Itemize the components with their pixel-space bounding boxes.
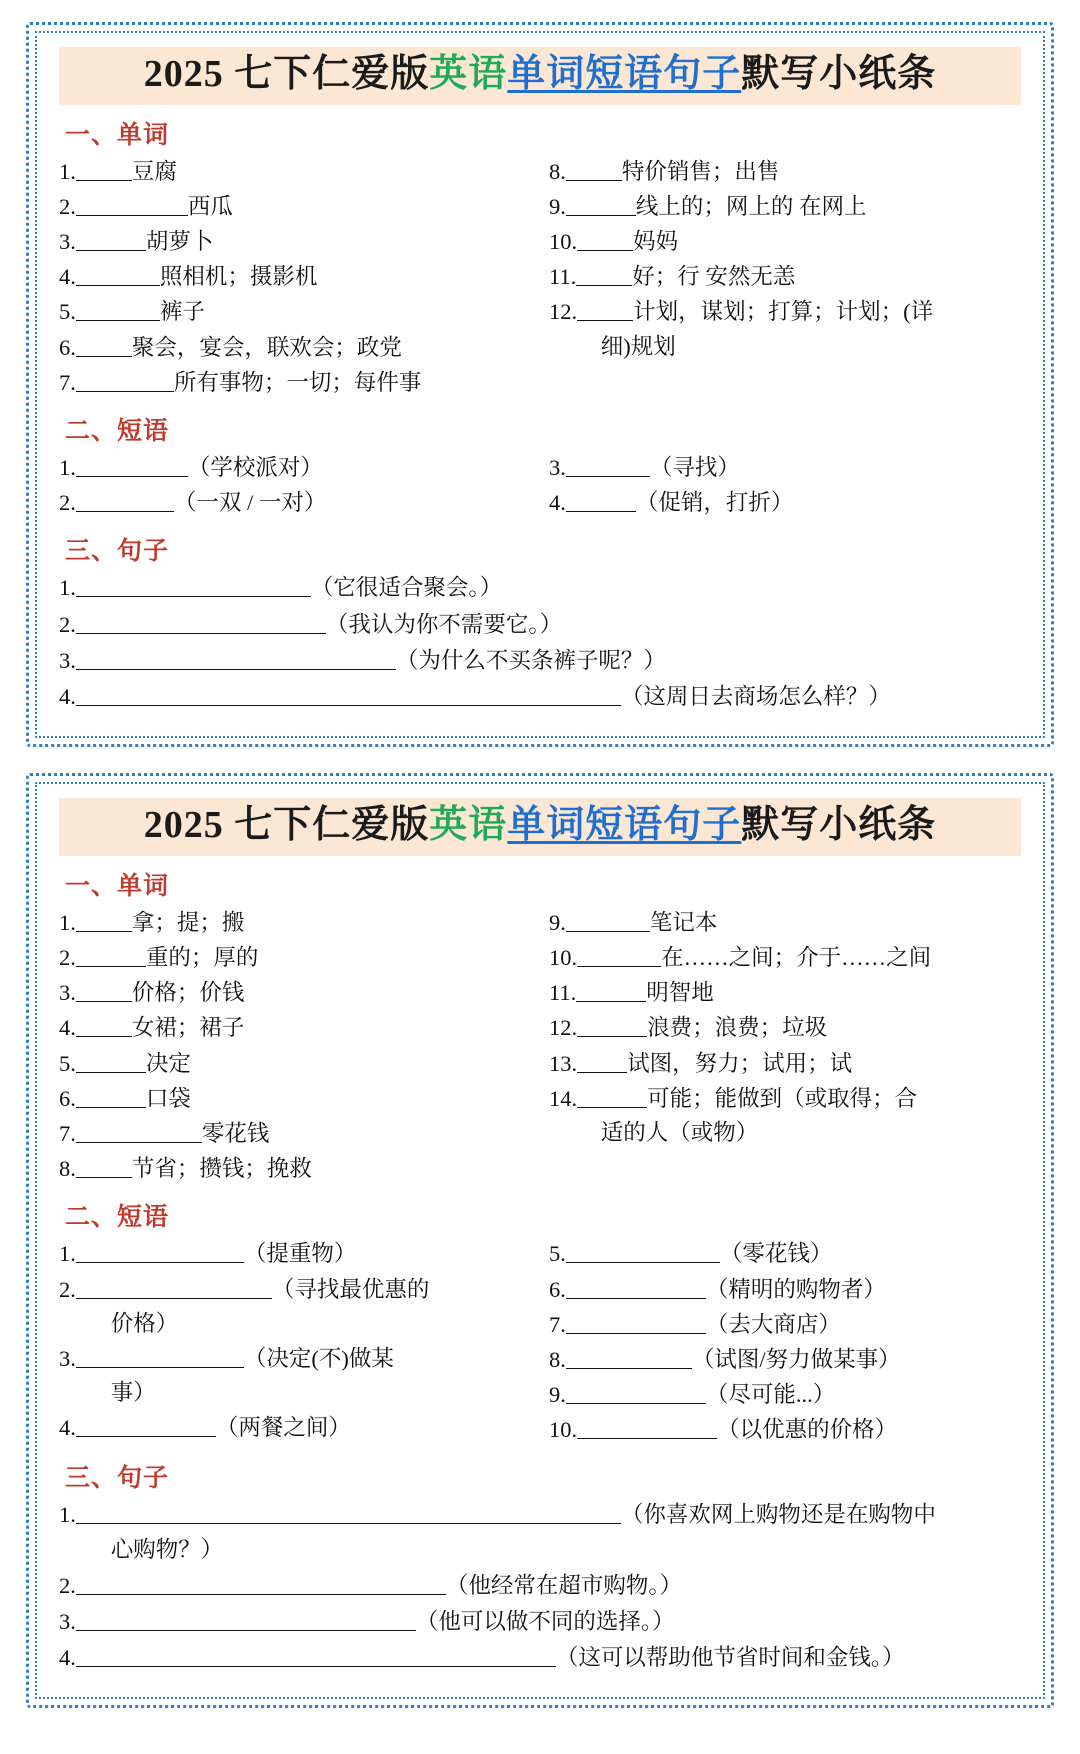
- phrase-item: [549, 451, 1021, 485]
- word-prompt-text: 节省；攒钱；挽救: [131, 1156, 312, 1182]
- phrase-prompt-text: （试图/努力做某事）: [691, 1346, 901, 1372]
- word-item: [549, 295, 1021, 363]
- phrase-number: 8.: [549, 1346, 566, 1372]
- word-prompt-text: 妈妈: [633, 229, 679, 255]
- word-number: 11.: [549, 980, 577, 1006]
- word-prompt-text: 试图，努力；试用；试: [627, 1050, 853, 1076]
- word-answer-blank[interactable]: [76, 370, 174, 391]
- phrase-answer-blank[interactable]: [76, 1347, 244, 1368]
- title-segment-prefix: 2025 七下仁爱版: [143, 53, 430, 95]
- word-number: 9.: [549, 193, 566, 219]
- word-number: 3.: [59, 980, 76, 1006]
- sentence-item: [59, 1569, 1021, 1603]
- phrase-number: 4.: [549, 490, 566, 516]
- word-item: [59, 1011, 531, 1045]
- phrase-answer-blank[interactable]: [76, 1277, 272, 1298]
- word-answer-blank[interactable]: [76, 1051, 146, 1072]
- word-answer-blank[interactable]: [76, 946, 146, 967]
- phrase-number: 9.: [549, 1382, 566, 1408]
- phrase-prompt-continuation: 事）: [110, 1380, 156, 1406]
- word-number: 8.: [549, 158, 566, 184]
- phrase-item: [549, 1273, 1021, 1307]
- word-item: [549, 941, 1021, 975]
- sheet1-phrases-heading: 二、短语: [65, 418, 170, 445]
- phrase-prompt-text: （两餐之间）: [215, 1415, 351, 1441]
- word-item: [59, 1047, 531, 1081]
- title-segment-subject: 英语: [429, 53, 508, 95]
- phrase-answer-blank[interactable]: [577, 1418, 717, 1439]
- word-item: [59, 941, 531, 975]
- phrase-item: [59, 1411, 531, 1445]
- sentence-number: 3.: [59, 647, 76, 673]
- word-prompt-text: 女裙；裙子: [131, 1015, 245, 1041]
- word-number: 2.: [59, 945, 76, 970]
- sentence-item: [59, 571, 1021, 605]
- phrase-item: [549, 1308, 1021, 1342]
- word-prompt-text: 口袋: [145, 1085, 191, 1111]
- word-number: 8.: [59, 1156, 76, 1182]
- sheet1-words-heading: 一、单词: [65, 121, 170, 149]
- word-answer-blank[interactable]: [76, 1122, 202, 1143]
- sentence-prompt-text: （你喜欢网上购物还是在购物中: [620, 1502, 936, 1528]
- word-number: 10.: [549, 229, 578, 255]
- phrase-item: [59, 1342, 531, 1410]
- word-prompt-text: 浪费；浪费；垃圾: [647, 1015, 828, 1041]
- sheet2-title: [63, 804, 1017, 848]
- word-number: 1.: [59, 158, 76, 184]
- sheet1-title: [63, 53, 1017, 97]
- word-answer-blank[interactable]: [76, 230, 146, 251]
- word-number: 7.: [59, 1120, 76, 1146]
- phrase-answer-blank[interactable]: [76, 491, 174, 512]
- sentence-answer-blank[interactable]: [76, 612, 326, 633]
- worksheet-card-1: [26, 22, 1054, 747]
- word-number: 5.: [59, 1050, 76, 1076]
- phrase-answer-blank[interactable]: [76, 456, 188, 477]
- word-answer-blank[interactable]: [576, 265, 632, 286]
- phrase-item: [549, 1378, 1021, 1412]
- word-prompt-text: 价格；价钱: [131, 980, 245, 1006]
- phrase-item: [549, 1237, 1021, 1271]
- sentence-number: 1.: [59, 575, 76, 601]
- sentence-answer-blank[interactable]: [76, 1646, 556, 1667]
- phrase-answer-blank[interactable]: [566, 1348, 692, 1369]
- word-item: [549, 976, 1021, 1010]
- word-answer-blank[interactable]: [576, 981, 646, 1002]
- sentence-answer-blank[interactable]: [76, 685, 621, 706]
- sheet2-sentences-heading: 三、句子: [65, 1465, 170, 1493]
- word-number: 4.: [59, 264, 76, 290]
- title-segment-suffix: 默写小纸条: [741, 53, 937, 95]
- sheet1-words-columns: [59, 155, 1021, 401]
- word-item: [59, 190, 531, 224]
- word-item: [59, 906, 531, 940]
- word-prompt-text: 计划，谋划；打算；计划；(详: [633, 299, 934, 325]
- title-segment-topics: 单词短语句子: [507, 804, 742, 847]
- phrase-answer-blank[interactable]: [566, 1277, 706, 1298]
- sentence-prompt-text: （它很适合聚会。）: [310, 575, 503, 601]
- title-segment-subject: 英语: [429, 804, 508, 847]
- phrase-number: 6.: [549, 1276, 566, 1302]
- sentence-item: [59, 608, 1021, 642]
- phrase-prompt-text: （零花钱）: [719, 1241, 833, 1267]
- sheet2-words-right-column: [549, 906, 1021, 1188]
- word-item: [549, 906, 1021, 940]
- word-number: 10.: [549, 945, 578, 970]
- phrase-answer-blank[interactable]: [76, 1416, 216, 1437]
- word-number: 9.: [549, 909, 566, 935]
- sentence-prompt-text: （他可以做不同的选择。）: [415, 1609, 675, 1634]
- word-answer-blank[interactable]: [566, 910, 650, 931]
- word-prompt-text: 好；行 安然无恙: [632, 264, 796, 290]
- phrase-prompt-text: （学校派对）: [187, 455, 323, 480]
- phrase-prompt-continuation: 价格）: [110, 1310, 179, 1336]
- worksheet-card-1-inner: [35, 31, 1045, 738]
- word-number: 3.: [59, 229, 76, 255]
- worksheet-card-2: [26, 773, 1054, 1708]
- phrase-item: [549, 486, 1021, 520]
- phrase-answer-blank[interactable]: [566, 1383, 706, 1404]
- sheet1-phrases-right-column: [549, 451, 1021, 521]
- sheet2-title-bar: [59, 798, 1021, 856]
- sentence-prompt-text: （这周日去商场怎么样？）: [620, 683, 891, 709]
- word-answer-blank[interactable]: [76, 265, 160, 286]
- sentence-number: 3.: [59, 1609, 76, 1634]
- word-answer-blank[interactable]: [76, 910, 132, 931]
- word-item: [59, 331, 531, 365]
- phrase-item: [59, 486, 531, 520]
- worksheet-card-2-inner: [35, 782, 1045, 1699]
- word-prompt-text: 胡萝卜: [145, 229, 214, 255]
- phrase-item: [549, 1413, 1021, 1447]
- word-item: [59, 976, 531, 1010]
- word-number: 14.: [549, 1085, 578, 1111]
- word-number: 11.: [549, 264, 577, 290]
- word-answer-blank[interactable]: [76, 159, 132, 180]
- sheet1-sentences-heading: 三、句子: [65, 538, 170, 566]
- sheet1-sentences-list: [59, 571, 1021, 714]
- sentence-prompt-text: （我认为你不需要它。）: [325, 611, 563, 637]
- phrase-answer-blank[interactable]: [566, 491, 636, 512]
- phrase-number: 3.: [59, 1345, 76, 1371]
- word-number: 1.: [59, 909, 76, 935]
- phrase-prompt-text: （以优惠的价格）: [717, 1417, 898, 1443]
- word-item: [59, 1152, 531, 1186]
- sentence-answer-blank[interactable]: [76, 1610, 416, 1631]
- sentence-item: [59, 644, 1021, 678]
- word-answer-blank[interactable]: [76, 335, 132, 356]
- word-prompt-text: 所有事物；一切；每件事: [173, 369, 422, 395]
- word-answer-blank[interactable]: [566, 159, 622, 180]
- sentence-answer-blank[interactable]: [76, 1503, 621, 1524]
- sentence-prompt-text: （为什么不买条裤子呢？）: [395, 647, 666, 673]
- sheet1-phrases-left-column: [59, 451, 531, 521]
- sheet2-sentences-list: [59, 1498, 1021, 1675]
- sentence-number: 2.: [59, 611, 76, 637]
- word-answer-blank[interactable]: [76, 1086, 146, 1107]
- phrase-answer-blank[interactable]: [76, 1242, 244, 1263]
- phrase-number: 7.: [549, 1311, 566, 1337]
- title-segment-prefix: 2025 七下仁爱版: [143, 804, 430, 847]
- sheet1-phrases-columns: [59, 451, 1021, 521]
- word-number: 12.: [549, 1015, 578, 1041]
- sentence-number: 4.: [59, 1645, 76, 1671]
- word-item: [549, 1011, 1021, 1045]
- word-number: 6.: [59, 1085, 76, 1111]
- sentence-answer-blank[interactable]: [76, 1573, 446, 1594]
- phrase-prompt-text: （精明的购物者）: [705, 1276, 886, 1302]
- sentence-number: 1.: [59, 1502, 76, 1528]
- word-prompt-text: 可能；能做到（或取得；合: [647, 1085, 918, 1111]
- word-answer-blank[interactable]: [577, 1051, 627, 1072]
- word-answer-blank[interactable]: [76, 1016, 132, 1037]
- sentence-answer-blank[interactable]: [76, 648, 396, 669]
- sheet2-words-left-column: [59, 906, 531, 1188]
- phrase-prompt-text: （寻找最优惠的: [271, 1276, 430, 1302]
- word-answer-blank[interactable]: [577, 230, 633, 251]
- phrase-answer-blank[interactable]: [566, 456, 650, 477]
- sentence-item: [59, 1498, 1021, 1566]
- word-prompt-text: 拿；提；搬: [131, 909, 245, 935]
- phrase-answer-blank[interactable]: [566, 1242, 720, 1263]
- word-item: [59, 260, 531, 294]
- word-answer-blank[interactable]: [577, 300, 633, 321]
- sheet2-phrases-heading: 二、短语: [65, 1204, 170, 1232]
- sentence-answer-blank[interactable]: [76, 576, 311, 597]
- phrase-number: 1.: [59, 455, 76, 480]
- sentence-item: [59, 1641, 1021, 1675]
- phrase-number: 1.: [59, 1241, 76, 1267]
- phrase-prompt-text: （决定(不)做某: [243, 1345, 394, 1371]
- word-item: [549, 260, 1021, 294]
- phrase-item: [59, 451, 531, 485]
- word-item: [59, 1117, 531, 1151]
- word-prompt-text: 豆腐: [131, 158, 177, 184]
- sentence-prompt-continuation: 心购物？）: [110, 1536, 224, 1562]
- phrase-item: [59, 1273, 531, 1341]
- phrase-item: [59, 1237, 531, 1271]
- word-answer-blank[interactable]: [577, 946, 661, 967]
- phrase-number: 4.: [59, 1415, 76, 1441]
- word-number: 2.: [59, 193, 76, 219]
- phrase-number: 10.: [549, 1417, 578, 1443]
- sheet2-words-heading: 一、单词: [65, 872, 170, 900]
- sheet2-phrases-left-column: [59, 1237, 531, 1448]
- word-prompt-continuation: 细)规划: [600, 333, 676, 359]
- phrase-number: 2.: [59, 1276, 76, 1302]
- word-answer-blank[interactable]: [76, 1157, 132, 1178]
- word-prompt-text: 特价销售；出售: [621, 158, 780, 184]
- word-item: [549, 1082, 1021, 1150]
- word-item: [549, 155, 1021, 189]
- word-prompt-continuation: 适的人（或物）: [600, 1119, 759, 1145]
- sheet1-words-left-column: [59, 155, 531, 401]
- word-prompt-text: 照相机；摄影机: [159, 264, 318, 290]
- phrase-prompt-text: （去大商店）: [705, 1311, 841, 1337]
- word-prompt-text: 明智地: [646, 980, 714, 1006]
- word-number: 5.: [59, 299, 76, 325]
- word-prompt-text: 线上的；网上的 在网上: [635, 193, 867, 219]
- sheet1-title-bar: [59, 47, 1021, 105]
- word-number: 6.: [59, 334, 76, 360]
- phrase-item: [549, 1343, 1021, 1377]
- word-item: [59, 366, 531, 400]
- phrase-prompt-text: （促销，打折）: [635, 490, 794, 516]
- sheet2-phrases-columns: [59, 1237, 1021, 1448]
- word-answer-blank[interactable]: [76, 300, 160, 321]
- word-number: 4.: [59, 1015, 76, 1041]
- word-answer-blank[interactable]: [76, 195, 188, 216]
- sentence-prompt-text: （这可以帮助他节省时间和金钱。）: [555, 1645, 905, 1671]
- sentence-prompt-text: （他经常在超市购物。）: [445, 1572, 683, 1598]
- sheet2-phrases-right-column: [549, 1237, 1021, 1448]
- word-prompt-text: 零花钱: [201, 1120, 270, 1146]
- title-segment-suffix: 默写小纸条: [741, 804, 937, 847]
- word-answer-blank[interactable]: [577, 1086, 647, 1107]
- word-prompt-text: 在……之间；介于……之间: [661, 945, 932, 970]
- sentence-number: 4.: [59, 683, 76, 709]
- sentence-number: 2.: [59, 1572, 76, 1598]
- phrase-prompt-text: （提重物）: [243, 1241, 357, 1267]
- word-item: [549, 225, 1021, 259]
- word-answer-blank[interactable]: [577, 1016, 647, 1037]
- sentence-item: [59, 680, 1021, 714]
- phrase-number: 5.: [549, 1241, 566, 1267]
- word-item: [59, 1082, 531, 1116]
- word-prompt-text: 聚会，宴会，联欢会；政党: [131, 334, 402, 360]
- word-answer-blank[interactable]: [76, 981, 132, 1002]
- phrase-number: 3.: [549, 455, 566, 480]
- word-number: 13.: [549, 1050, 578, 1076]
- sheet1-words-right-column: [549, 155, 1021, 401]
- word-answer-blank[interactable]: [566, 195, 636, 216]
- title-segment-topics: 单词短语句子: [507, 53, 742, 95]
- phrase-prompt-text: （尽可能...）: [705, 1382, 836, 1408]
- word-item: [59, 225, 531, 259]
- word-item: [549, 190, 1021, 224]
- phrase-answer-blank[interactable]: [566, 1312, 706, 1333]
- phrase-number: 2.: [59, 490, 76, 516]
- word-number: 12.: [549, 299, 578, 325]
- word-prompt-text: 西瓜: [187, 193, 233, 219]
- word-prompt-text: 决定: [145, 1050, 191, 1076]
- sentence-item: [59, 1605, 1021, 1639]
- phrase-prompt-text: （寻找）: [649, 455, 740, 480]
- phrase-prompt-text: （一双 / 一对）: [173, 490, 327, 516]
- sheet2-words-columns: [59, 906, 1021, 1188]
- word-item: [59, 155, 531, 189]
- word-prompt-text: 裤子: [159, 299, 205, 325]
- word-number: 7.: [59, 369, 76, 395]
- word-item: [59, 295, 531, 329]
- word-prompt-text: 重的；厚的: [145, 945, 259, 970]
- word-prompt-text: 笔记本: [649, 909, 718, 935]
- word-item: [549, 1047, 1021, 1081]
